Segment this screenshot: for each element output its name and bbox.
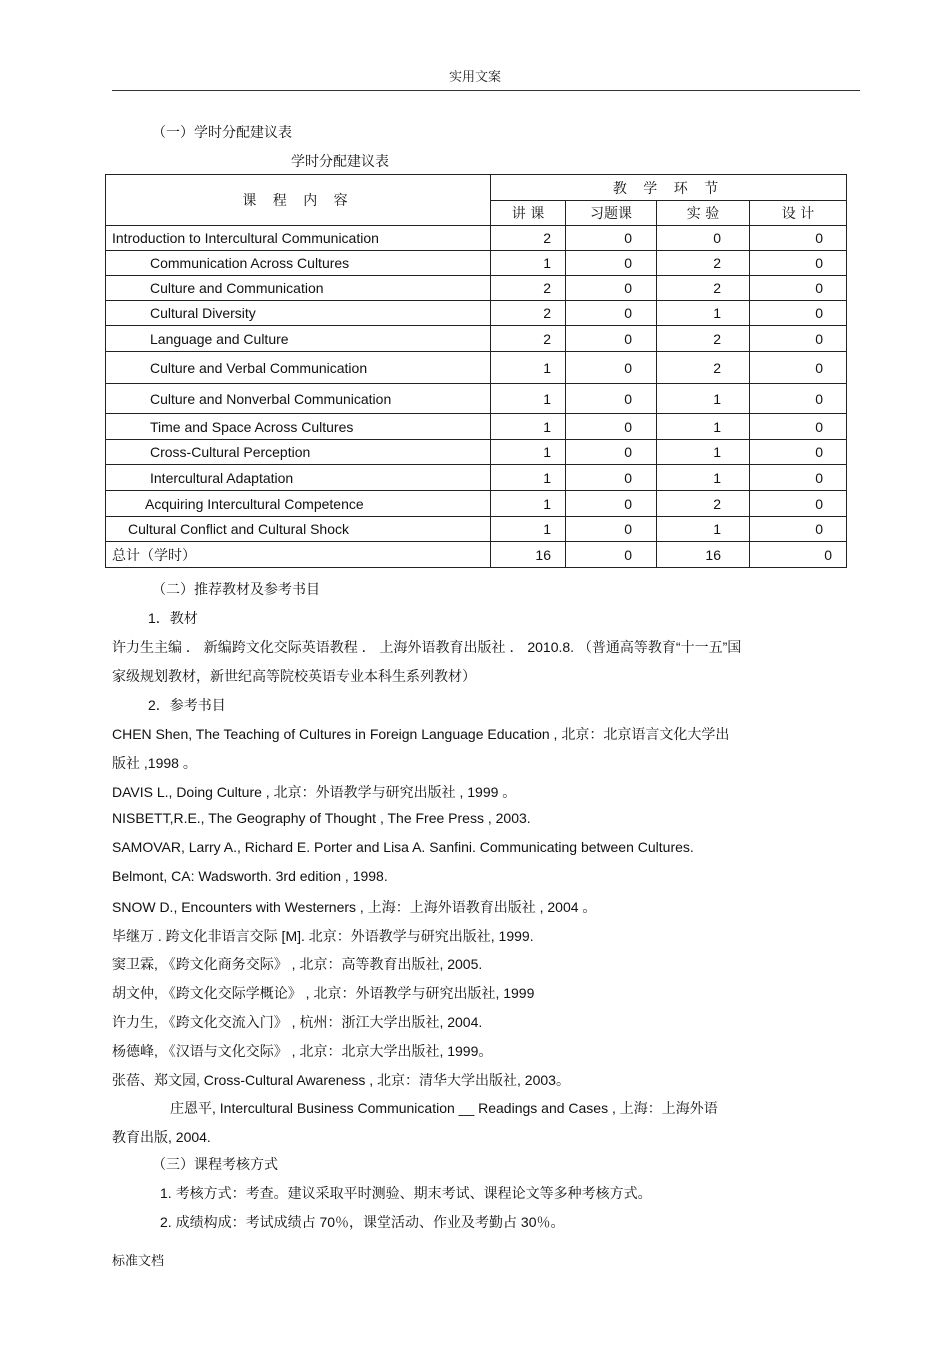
table-row	[106, 276, 847, 301]
row-hours-cell: 1	[491, 440, 566, 465]
row-hours-cell: 0	[566, 465, 657, 491]
row-hours-cell: 1	[657, 465, 750, 491]
reference-line: SAMOVAR, Larry A., Richard E. Porter and Lisa A. Sanfini. Communicating between Cultures.	[112, 839, 694, 856]
row-hours-cell: 1	[491, 517, 566, 542]
row-hours-cell: 0	[566, 491, 657, 517]
row-hours-cell: 0	[566, 542, 657, 568]
row-hours-cell: 1	[657, 301, 750, 326]
subheading-textbook: 1．教材	[148, 610, 198, 626]
row-hours-cell: 1	[657, 440, 750, 465]
row-hours-cell: 0	[750, 440, 847, 465]
row-hours-cell: 0	[566, 226, 657, 251]
row-topic: Language and Culture	[106, 326, 491, 352]
subheading-references: 2．参考书目	[148, 697, 226, 713]
reference-line: 窦卫霖, 《跨文化商务交际》 , 北京：高等教育出版社, 2005.	[112, 956, 483, 973]
table-row	[106, 352, 847, 384]
row-hours-cell: 16	[491, 542, 566, 568]
table-row	[106, 517, 847, 542]
row-hours-cell: 0	[750, 226, 847, 251]
row-hours-cell: 0	[750, 465, 847, 491]
table-row	[106, 491, 847, 517]
section-heading-3: （三）课程考核方式	[152, 1157, 278, 1173]
row-hours-cell: 0	[566, 276, 657, 301]
reference-line: CHEN Shen, The Teaching of Cultures in Foreign Language Education , 北京：北京语言文化大学出	[112, 726, 730, 742]
row-hours-cell: 2	[491, 326, 566, 352]
row-hours-cell: 1	[657, 384, 750, 414]
row-hours-cell: 0	[566, 384, 657, 414]
grade-composition: 2. 成绩构成：考试成绩占 70％，课堂活动、作业及考勤占 30％。	[160, 1214, 565, 1230]
row-hours-cell: 0	[750, 517, 847, 542]
row-hours-cell: 0	[750, 301, 847, 326]
reference-line: 张蓓、郑文园, Cross-Cultural Awareness , 北京：清华大学出版社, 2003。	[112, 1071, 570, 1088]
col-content-header: 课 程 内 容	[106, 175, 491, 226]
row-hours-cell: 0	[750, 251, 847, 276]
row-hours-cell: 2	[491, 276, 566, 301]
hours-table	[105, 174, 847, 568]
row-hours-cell: 2	[657, 276, 750, 301]
row-hours-cell: 0	[566, 517, 657, 542]
row-topic: Culture and Verbal Communication	[106, 352, 491, 384]
section-heading-1: （一）学时分配建议表	[152, 125, 292, 141]
row-topic: Culture and Communication	[106, 276, 491, 301]
row-hours-cell: 2	[491, 301, 566, 326]
row-hours-cell: 1	[491, 465, 566, 491]
subheader-lab: 实 验	[657, 201, 750, 226]
table-row	[106, 226, 847, 251]
page-footer: 标准文档	[112, 1254, 165, 1269]
row-hours-cell: 1	[491, 491, 566, 517]
subheader-lecture: 讲 课	[491, 201, 566, 226]
row-hours-cell: 1	[491, 384, 566, 414]
page-header: 实用文案	[448, 70, 501, 85]
row-hours-cell: 0	[566, 301, 657, 326]
reference-line: 胡文仲, 《跨文化交际学概论》 , 北京：外语教学与研究出版社, 1999	[112, 985, 535, 1002]
table-row	[106, 440, 847, 465]
section-heading-2: （二）推荐教材及参考书目	[152, 582, 320, 598]
table-row	[106, 301, 847, 326]
row-topic: Cross-Cultural Perception	[106, 440, 491, 465]
row-hours-cell: 0	[566, 440, 657, 465]
table-row	[106, 326, 847, 352]
row-hours-cell: 1	[657, 517, 750, 542]
row-topic: Introduction to Intercultural Communication	[106, 226, 491, 251]
row-hours-cell: 0	[657, 226, 750, 251]
textbook-line-2: 家级规划教材，新世纪高等院校英语专业本科生系列教材）	[112, 668, 476, 684]
reference-line: 杨德峰, 《汉语与文化交际》 , 北京：北京大学出版社, 1999。	[112, 1042, 493, 1059]
row-hours-cell: 0	[750, 326, 847, 352]
row-hours-cell: 1	[657, 414, 750, 440]
row-hours-cell: 0	[566, 326, 657, 352]
row-hours-cell: 1	[491, 251, 566, 276]
table-title: 学时分配建议表	[291, 154, 389, 170]
row-hours-cell: 2	[657, 491, 750, 517]
row-topic: Intercultural Adaptation	[106, 465, 491, 491]
reference-line: DAVIS L., Doing Culture , 北京：外语教学与研究出版社 , 1999 。	[112, 783, 517, 800]
row-topic: Communication Across Cultures	[106, 251, 491, 276]
table-row	[106, 465, 847, 491]
row-topic: Time and Space Across Cultures	[106, 414, 491, 440]
row-topic: Culture and Nonverbal Communication	[106, 384, 491, 414]
row-hours-cell: 2	[657, 352, 750, 384]
header-rule	[112, 90, 860, 91]
row-hours-cell: 0	[566, 251, 657, 276]
row-hours-cell: 1	[491, 414, 566, 440]
row-hours-cell: 1	[491, 352, 566, 384]
row-hours-cell: 0	[566, 414, 657, 440]
assessment-method: 1. 考核方式：考查。建议采取平时测验、期末考试、课程论文等多种考核方式。	[160, 1185, 652, 1201]
row-hours-cell: 2	[491, 226, 566, 251]
reference-line: SNOW D., Encounters with Westerners , 上海：上海外语教育出版社 , 2004 。	[112, 898, 597, 915]
reference-line: 庄恩平, Intercultural Business Communication __ Readings and Cases , 上海：上海外语	[170, 1100, 718, 1117]
row-topic: Cultural Diversity	[106, 301, 491, 326]
row-hours-cell: 0	[750, 414, 847, 440]
textbook-line-1: 许力生主编 ． 新编跨文化交际英语教程 ． 上海外语教育出版社 ． 2010.8. （普通高等教育“十一五”国	[112, 639, 742, 655]
subheader-exercise: 习题课	[566, 201, 657, 226]
row-hours-cell: 0	[566, 352, 657, 384]
row-hours-cell: 2	[657, 326, 750, 352]
row-topic: Acquiring Intercultural Competence	[106, 491, 491, 517]
reference-line: 教育出版, 2004.	[112, 1129, 211, 1146]
subheader-design: 设 计	[750, 201, 847, 226]
table-row	[106, 542, 847, 568]
row-hours-cell: 0	[750, 384, 847, 414]
reference-line: NISBETT,R.E., The Geography of Thought , The Free Press , 2003.	[112, 810, 531, 827]
row-hours-cell: 0	[750, 276, 847, 301]
reference-line: 版社 ,1998 。	[112, 754, 197, 771]
table-row	[106, 251, 847, 276]
row-topic: 总计（学时）	[106, 542, 491, 568]
row-hours-cell: 0	[750, 542, 847, 568]
row-topic: Cultural Conflict and Cultural Shock	[106, 517, 491, 542]
row-hours-cell: 0	[750, 352, 847, 384]
group-header: 教 学 环 节	[491, 175, 847, 201]
row-hours-cell: 0	[750, 491, 847, 517]
row-hours-cell: 16	[657, 542, 750, 568]
table-row	[106, 384, 847, 414]
reference-line: 毕继万 . 跨文化非语言交际 [M]. 北京：外语教学与研究出版社, 1999.	[112, 927, 534, 944]
table-row	[106, 414, 847, 440]
row-hours-cell: 2	[657, 251, 750, 276]
reference-line: Belmont, CA: Wadsworth. 3rd edition , 1998.	[112, 868, 388, 884]
reference-line: 许力生, 《跨文化交流入门》 , 杭州：浙江大学出版社, 2004.	[112, 1014, 483, 1030]
